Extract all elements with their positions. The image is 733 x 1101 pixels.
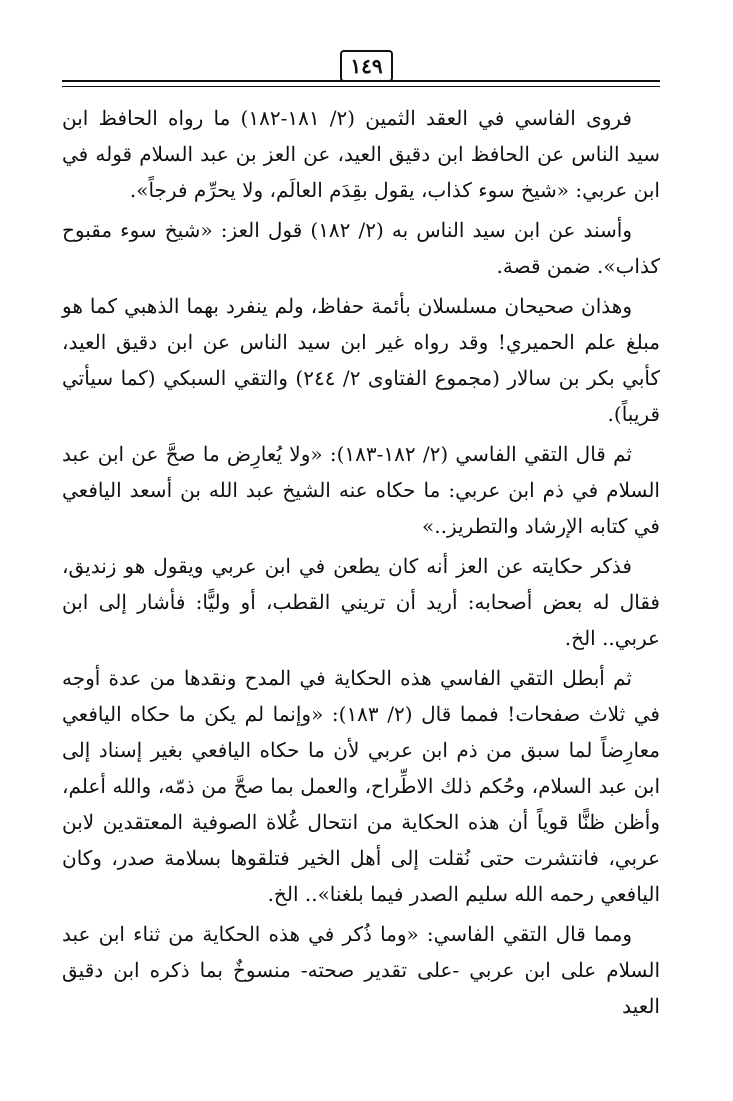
paragraph-7: ومما قال التقي الفاسي: «وما ذُكر في هذه الحكاية من ثناء ابن عبد السلام على ابن عربي -على تقدير صحته- منسوخٌ بما ذكره ابن دقيق العيد [62, 922, 660, 1018]
page-header [0, 50, 733, 82]
paragraph-2: وأسند عن ابن سيد الناس به (٢/ ١٨٢) قول العز: «شيخ سوء مقبوح كذاب». ضمن قصة. [62, 218, 660, 278]
page-number: ١٤٩ [340, 50, 392, 82]
paragraph-6: ثم أبطل التقي الفاسي هذه الحكاية في المدح ونقدها من عدة أوجه في ثلاث صفحات! فمما قال (٢/ ١٨٣): «وإنما لم يكن ما حكاه اليافعي معارِضاً لما سبق من ذم ابن عربي لأن ما حكاه اليافعي بغير إسناد إلى ابن عبد السلام، وحُكم ذلك الاطِّراح، والعمل بما صحَّ من ذمّه، والله أعلم، وأظن ظنًّا قوياً أن هذه الحكاية من انتحال غُلاة الصوفية المعتقدين لابن عربي، فانتشرت حتى نُقلت إلى أهل الخير فتلقوها بسلامة صدر، وكان اليافعي رحمه الله سليم الصدر فيما بلغنا».. الخ. [62, 666, 660, 906]
paragraph-5: فذكر حكايته عن العز أنه كان يطعن في ابن عربي ويقول هو زنديق، فقال له بعض أصحابه: أريد أن تريني القطب، أو وليًّا: فأشار إلى ابن عربي.. الخ. [62, 554, 660, 650]
header-rule-thin [62, 86, 660, 87]
body-text [62, 100, 660, 1028]
paragraph-1: فروى الفاسي في العقد الثمين (٢/ ١٨١-١٨٢) ما رواه الحافظ ابن سيد الناس عن الحافظ ابن دقيق العيد، عن العز بن عبد السلام قوله في ابن عربي: «شيخ سوء كذاب، يقول بقِدَم العالَم، ولا يحرِّم فرجاً». [62, 106, 660, 202]
paragraph-4: ثم قال التقي الفاسي (٢/ ١٨٢-١٨٣): «ولا يُعارِض ما صحَّ عن ابن عبد السلام في ذم ابن عربي: ما حكاه عنه الشيخ عبد الله بن أسعد اليافعي في كتابه الإرشاد والتطريز..» [62, 442, 660, 538]
paragraph-3: وهذان صحيحان مسلسلان بأئمة حفاظ، ولم ينفرد بهما الذهبي كما هو مبلغ علم الحميري! وقد رواه غير ابن سيد الناس عن ابن دقيق العيد، كأبي بكر بن سالار (مجموع الفتاوى ٢/ ٢٤٤) والتقي السبكي (كما سيأتي قريباً). [62, 294, 660, 426]
